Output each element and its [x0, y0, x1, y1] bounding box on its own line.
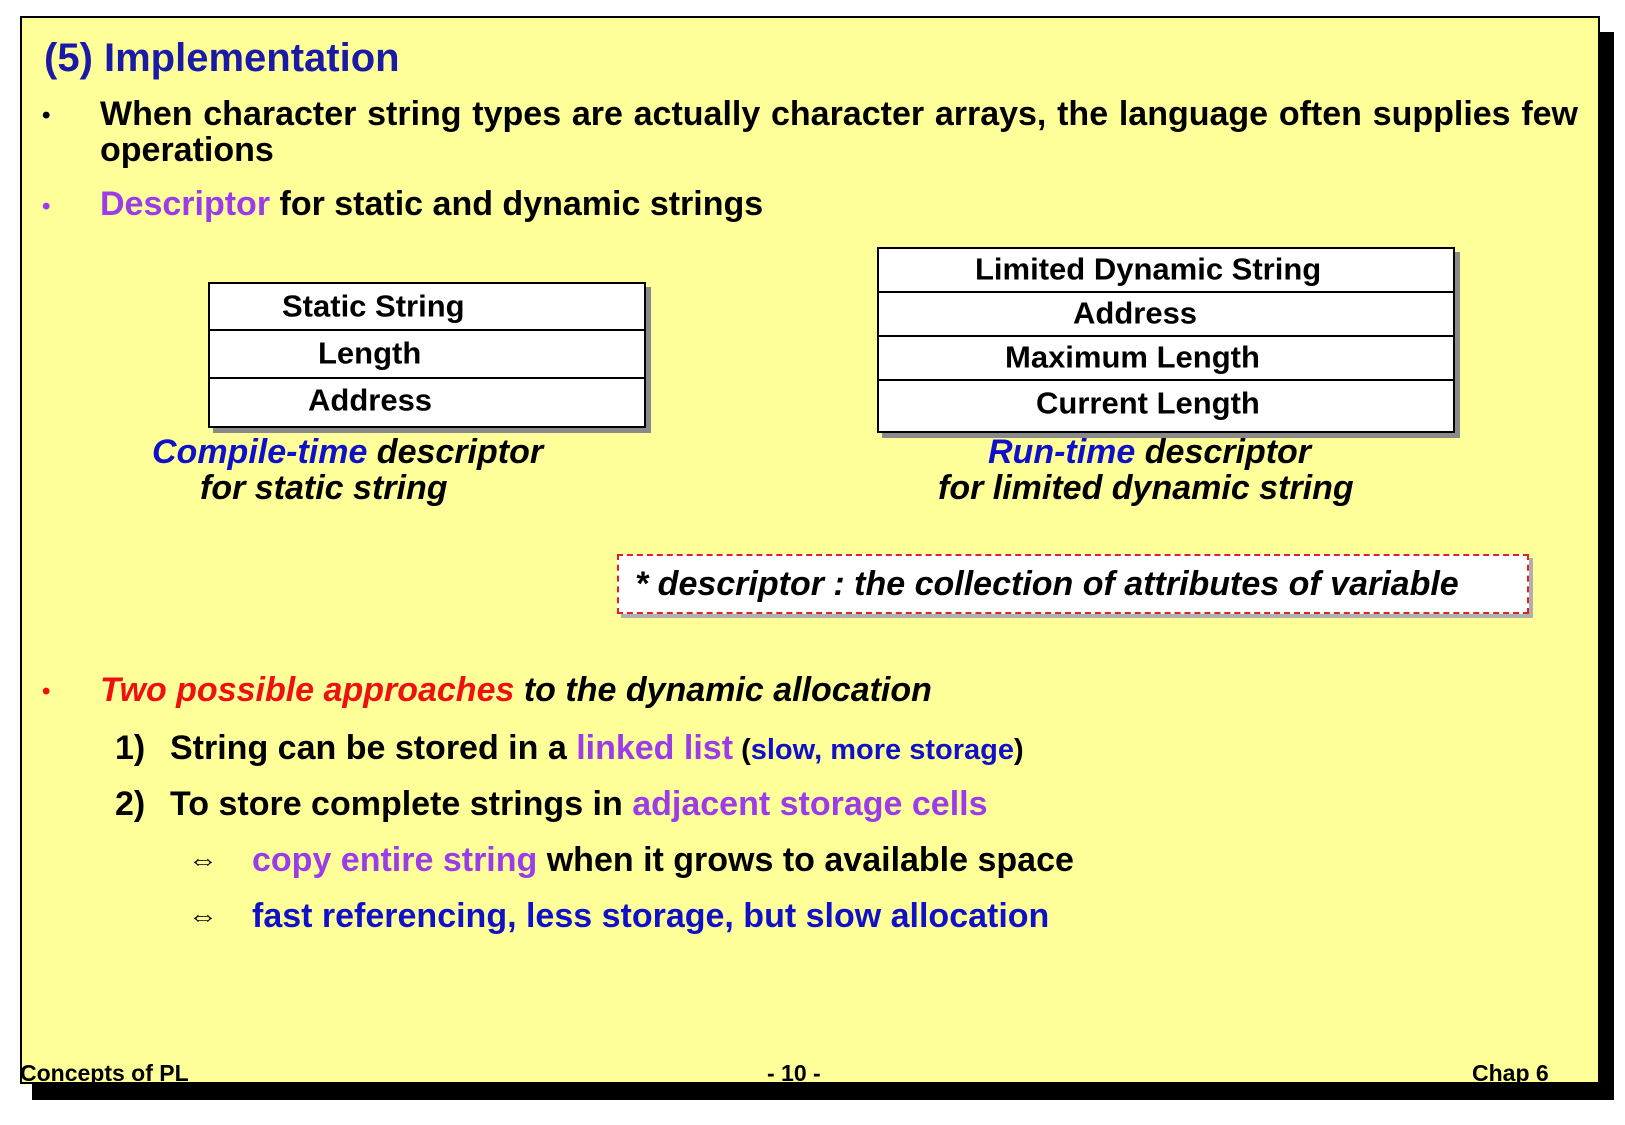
- approaches-rest: to the dynamic allocation: [514, 671, 932, 709]
- table-row: Current Length: [879, 379, 1453, 427]
- static-descriptor-caption-line2: for static string: [200, 469, 448, 507]
- bullet-text-character-arrays: When character string types are actually character arrays, the language often supplies few operations: [100, 95, 1578, 169]
- slide-title: (5) Implementation: [44, 36, 400, 80]
- table-row: Static String: [282, 287, 465, 323]
- table-row: Length: [210, 329, 644, 377]
- linked-list-note: slow, more storage: [750, 734, 1014, 766]
- caption-rest: descriptor: [367, 433, 544, 471]
- double-arrow-icon: ⇔: [188, 844, 218, 877]
- bullet-dot: •: [42, 678, 51, 705]
- dynamic-string-descriptor-table: [877, 247, 1455, 433]
- linked-list-term: linked list: [576, 729, 734, 767]
- descriptor-term: Descriptor: [100, 185, 271, 223]
- slide: [20, 16, 1600, 1084]
- footer-page-number: - 10 -: [767, 1060, 821, 1086]
- static-descriptor-caption: [152, 434, 543, 470]
- bullet-text-approaches: [100, 672, 932, 708]
- bullet-dot: •: [42, 102, 51, 129]
- item-adjacent-cells: To store complete strings in adjacent storage cells: [170, 785, 988, 823]
- sub-item-copy-string: copy entire string when it grows to available space: [252, 841, 1074, 879]
- item-number-1: 1): [115, 729, 146, 767]
- static-string-descriptor-table: [208, 282, 646, 428]
- table-row: Maximum Length: [879, 335, 1453, 379]
- table-row: Address: [210, 377, 644, 422]
- table-row: Limited Dynamic String: [975, 251, 1322, 287]
- footer-course: Concepts of PL: [20, 1060, 189, 1086]
- table-row: Address: [879, 291, 1453, 335]
- approaches-highlight: Two possible approaches: [100, 671, 515, 709]
- descriptor-rest: for static and dynamic strings: [270, 185, 764, 223]
- item-number-2: 2): [115, 785, 146, 823]
- copy-string-term: copy entire string: [252, 841, 538, 879]
- bullet-text-descriptor: [100, 186, 763, 222]
- caption-rest: descriptor: [1135, 433, 1312, 471]
- bullet-dot: •: [42, 193, 51, 220]
- footer-chapter: Chap 6: [1472, 1060, 1549, 1086]
- double-arrow-icon: ⇔: [188, 900, 218, 933]
- caption-highlight: Compile-time: [152, 433, 368, 471]
- adjacent-cells-term: adjacent storage cells: [632, 785, 988, 823]
- descriptor-definition-note: * descriptor : the collection of attributes of variable: [617, 554, 1529, 614]
- dynamic-descriptor-caption-line2: for limited dynamic string: [938, 469, 1354, 507]
- dynamic-descriptor-caption: [988, 434, 1311, 470]
- item-linked-list: String can be stored in a linked list (slow, more storage): [170, 729, 1024, 767]
- sub-item-fast-referencing: fast referencing, less storage, but slow allocation: [252, 897, 1050, 935]
- caption-highlight: Run-time: [988, 433, 1136, 471]
